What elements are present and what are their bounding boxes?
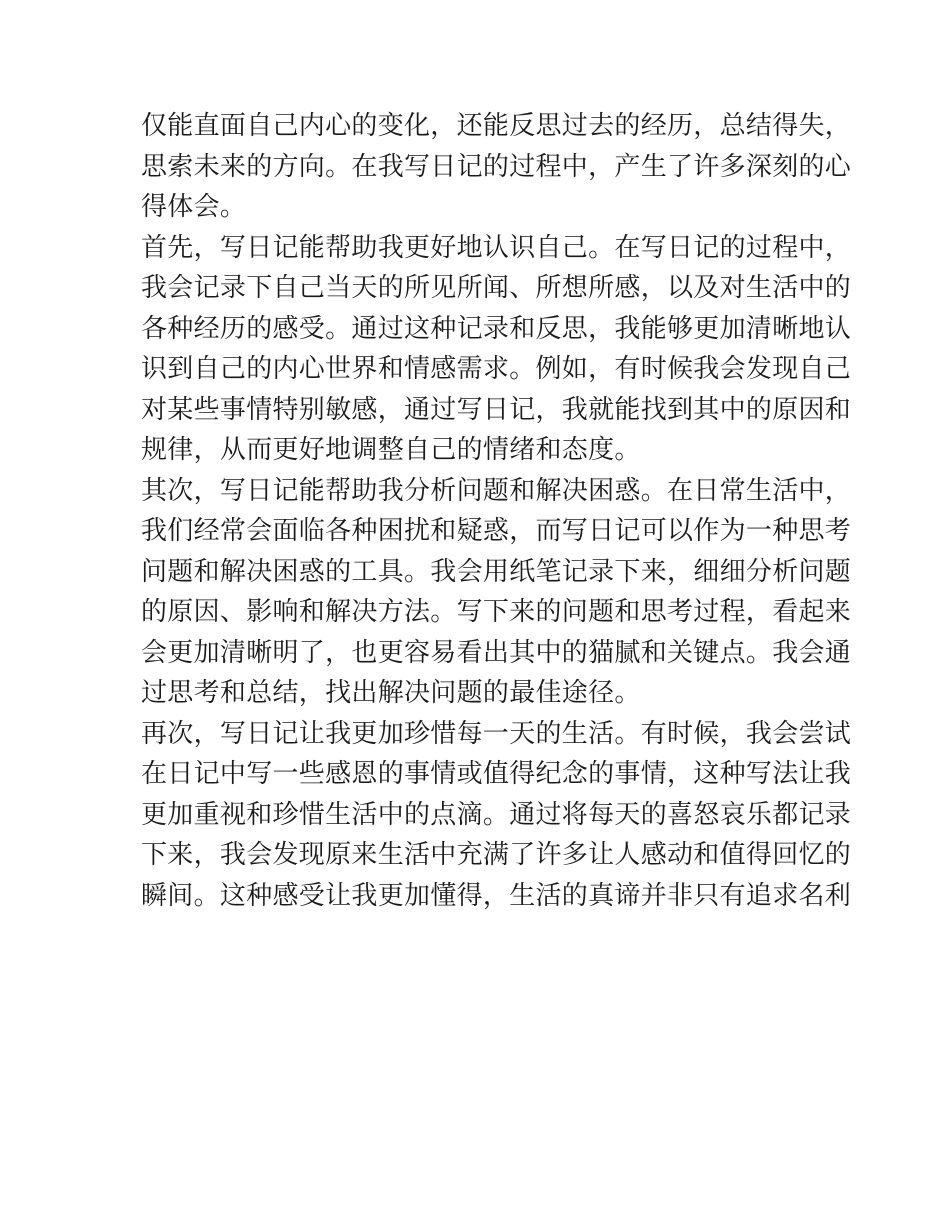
text-line: 再次，写日记让我更加珍惜每一天的生活。有时候，我会尝试	[141, 718, 852, 749]
text-line: 对某些事情特别敏感，通过写日记，我就能找到其中的原因和	[141, 394, 852, 425]
text-line: 我会记录下自己当天的所见所闻、所想所感，以及对生活中的	[141, 273, 852, 303]
text-line: 规律，从而更好地调整自己的情绪和态度。	[141, 435, 641, 465]
text-line: 下来，我会发现原来生活中充满了许多让人感动和值得回忆的	[141, 840, 852, 870]
text-line: 各种经历的感受。通过这种记录和反思，我能够更加清晰地认	[141, 313, 852, 344]
body-text	[141, 106, 852, 916]
text-line: 更加重视和珍惜生活中的点滴。通过将每天的喜怒哀乐都记录	[141, 799, 852, 830]
text-line: 我们经常会面临各种困扰和疑惑，而写日记可以作为一种思考	[141, 516, 852, 546]
text-line: 问题和解决困惑的工具。我会用纸笔记录下来，细细分析问题	[141, 556, 852, 587]
text-line: 其次，写日记能帮助我分析问题和解决困惑。在日常生活中，	[141, 475, 852, 506]
text-line: 过思考和总结，找出解决问题的最佳途径。	[141, 678, 641, 708]
text-line: 会更加清晰明了，也更容易看出其中的猫腻和关键点。我会通	[141, 637, 852, 668]
text-line: 思索未来的方向。在我写日记的过程中，产生了许多深刻的心	[141, 151, 852, 182]
text-line: 首先，写日记能帮助我更好地认识自己。在写日记的过程中，	[141, 232, 852, 263]
text-line: 仅能直面自己内心的变化，还能反思过去的经历，总结得失，	[141, 111, 852, 141]
text-line: 得体会。	[141, 192, 247, 222]
text-line: 瞬间。这种感受让我更加懂得，生活的真谛并非只有追求名利	[141, 880, 852, 911]
text-line: 在日记中写一些感恩的事情或值得纪念的事情，这种写法让我	[141, 759, 852, 789]
text-line: 的原因、影响和解决方法。写下来的问题和思考过程，看起来	[141, 597, 852, 627]
text-line: 识到自己的内心世界和情感需求。例如，有时候我会发现自己	[141, 354, 852, 384]
